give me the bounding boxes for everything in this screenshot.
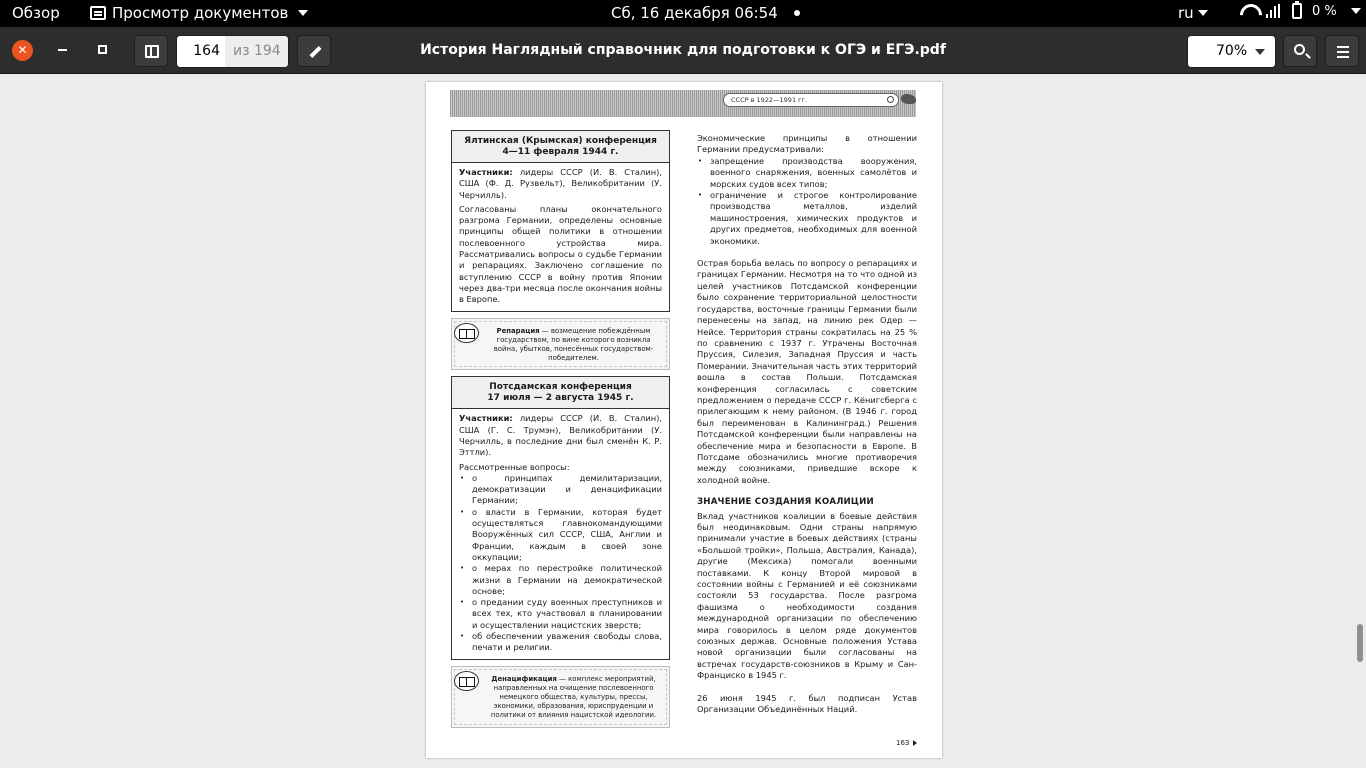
page-total-label: из 194 [225, 36, 288, 67]
un-charter-paragraph: 26 июня 1945 г. был подписан Устав Организации Объединённых Наций. [697, 692, 917, 715]
toggle-sidebar-button[interactable] [134, 35, 168, 67]
list-item: • о мерах по перестройке политической жизни в Германии на демократической основе; [459, 563, 662, 597]
pencil-icon [309, 46, 321, 58]
chevron-down-icon [1351, 8, 1361, 14]
yalta-participants: Участники: лидеры СССР (И. В. Сталин), США (Ф. Д. Рузвельт), Великобритании (У. Черчилль). [459, 167, 663, 200]
left-column [451, 130, 670, 734]
hamburger-menu-icon [1337, 46, 1349, 48]
app-menu[interactable] [90, 4, 308, 22]
potsdam-issues-list [459, 473, 662, 654]
yalta-title: Ялтинская (Крымская) конференция 4—11 февраля 1944 г. [452, 131, 669, 163]
sidebar-icon [145, 45, 159, 58]
page-number-input[interactable]: 164 [177, 36, 225, 67]
reparation-definition: Репарация — возмещение побеждённым государством, по вине которого возникла война, убытков, понесённых государством-победителем. [451, 318, 670, 371]
language-indicator[interactable] [1178, 4, 1208, 22]
ussr-map-icon [901, 94, 916, 104]
chevron-down-icon [1198, 10, 1208, 16]
yalta-conference-box [451, 130, 670, 312]
zoom-value: 70% [1216, 43, 1248, 59]
minimize-window-button[interactable] [58, 49, 67, 51]
right-column [697, 133, 917, 716]
reparations-paragraph: Острая борьба велась по вопросу о репарациях и границах Германии. Несмотря на то что одной из целей участников Потсдамской конференции было сохранение территориальной целостности государства, восточные границы Германии были перенесены на запад, на линию рек Одер — Нейсе. Территория страны сократилась на 25 % по сравнению с 1937 г. Утрачены Восточная Пруссия, Силезия, Западная Пруссия и часть Померании. Значительная часть этих территорий вошла в состав Польши. Потсдамская конференция согласилась с советским предложением о передаче СССР г. Кёнигсберга с прилегающим к нему районом. (В 1946 г. город был переименован в Калининград.) Решения Потсдамской конференции были направлены на обеспечение мира и безопасности в Европе. В Потсдаме обозначились многие противоречия между союзниками, приведшие вскоре к холодной войне. [697, 258, 917, 485]
system-top-bar [0, 0, 1366, 27]
clock[interactable] [611, 4, 800, 22]
economic-principles [697, 133, 917, 247]
page-selector [176, 35, 289, 68]
potsdam-title: Потсдамская конференция 17 июля — 2 августа 1945 г. [452, 377, 669, 409]
close-window-button[interactable]: ✕ [12, 40, 33, 61]
coalition-paragraph: Вклад участников коалиции в боевые действия был неодинаковым. Одни страны напрямую принимали участие в боевых действиях (страны «Большой тройки», Польша, Австралия, Канада), другие (Мексика) помогали военными поставками. К концу Второй мировой в состоянии войны с Германией и её союзниками состояли 53 государства. После разгрома фашизма о необходимости создания международной организации по обеспечению мира говорилось в целом ряде документов союзных держав. Основные положения Устава новой организации были согласованы на встречах государств-союзников в Крыму и Сан-Франциско в 1945 г. [697, 510, 917, 681]
page-header-strip [450, 90, 916, 117]
potsdam-issues-label: Рассмотренные вопросы: [459, 461, 570, 472]
list-item: • об обеспечении уважения свободы слова, печати и религии. [459, 631, 662, 654]
denazification-definition: Денацификация — комплекс мероприятий, направленных на очищение послевоенного немецкого общества, культуры, прессы, экономики, образования, юриспруденции и политики от влияния нацистской идеологии. [451, 666, 670, 728]
potsdam-conference-box [451, 376, 670, 659]
book-icon [454, 323, 479, 343]
volume-icon [1266, 4, 1282, 18]
list-item: • ограничение и строгое контролирование производства металлов, изделий машиностроения, химических продуктов и других предметов, необходимых для военной экономики. [697, 190, 917, 247]
clock-label: Сб, 16 декабря 06:54 [611, 4, 778, 22]
app-menu-label: Просмотр документов [112, 4, 289, 22]
notification-dot-icon [794, 10, 800, 16]
list-item: • запрещение производства вооружения, военного снаряжения, военных самолётов и морских судов всех типов; [697, 156, 917, 190]
yalta-body: Согласованы планы окончательного разгрома Германии, определены основные принципы общей политики в отношении послевоенного устройства мира. Рассматривались вопросы о судьбе Германии и репарациях. Заключено соглашение по вступлению СССР в войну против Японии через два-три месяца после окончания войны в Европе. [459, 203, 663, 305]
document-view[interactable] [0, 75, 1366, 768]
magnifier-icon [887, 96, 894, 103]
system-tray[interactable] [1240, 3, 1361, 19]
chevron-down-icon [298, 10, 308, 16]
economic-intro: Экономические принципы в отношении Германии предусматривали: [697, 133, 917, 155]
book-icon [454, 671, 479, 691]
search-icon [1294, 44, 1305, 55]
zoom-selector[interactable] [1187, 35, 1276, 68]
list-item: • о принципах демилитаризации, демократизации и денацификации Германии; [459, 473, 662, 507]
list-item: • о власти в Германии, которая будет осуществляться главнокомандующими Вооружённых сил СССР, США, Англии и Франции, каждым в своей зоне оккупации; [459, 507, 662, 563]
activities-button[interactable]: Обзор [12, 4, 60, 22]
page-number-label: 163 [896, 739, 910, 747]
page-header-caption: СССР в 1922—1991 гг. [731, 96, 808, 104]
page-number-footer [896, 739, 917, 747]
pdf-page [426, 82, 942, 758]
page-header-search-box [723, 93, 899, 107]
battery-label: 0 % [1312, 3, 1337, 19]
wifi-icon [1240, 4, 1256, 18]
viewer-header-bar [0, 27, 1366, 74]
battery-icon [1292, 3, 1302, 19]
coalition-heading: ЗНАЧЕНИЕ СОЗДАНИЯ КОАЛИЦИИ [697, 497, 874, 508]
document-title: История Наглядный справочник для подготовки к ОГЭ и ЕГЭ.pdf [420, 42, 946, 58]
arrow-right-icon [913, 740, 917, 746]
vertical-scrollbar[interactable] [1357, 624, 1363, 662]
document-viewer-icon [90, 6, 106, 20]
chevron-down-icon [1255, 49, 1265, 55]
search-button[interactable] [1283, 35, 1317, 67]
main-menu-button[interactable] [1325, 35, 1359, 67]
economic-list [697, 156, 917, 247]
maximize-window-button[interactable] [98, 45, 107, 54]
list-item: • о предании суду военных преступников и всех тех, кто участвовал в планировании и осуществлении нацистских зверств; [459, 597, 662, 631]
annotate-button[interactable] [297, 35, 331, 67]
potsdam-participants: Участники: лидеры СССР (И. В. Сталин), США (Г. С. Трумэн), Великобритании (У. Черчилль, в последние дни был сменён К. Р. Эттли). [459, 413, 663, 458]
language-label: ru [1178, 4, 1194, 22]
